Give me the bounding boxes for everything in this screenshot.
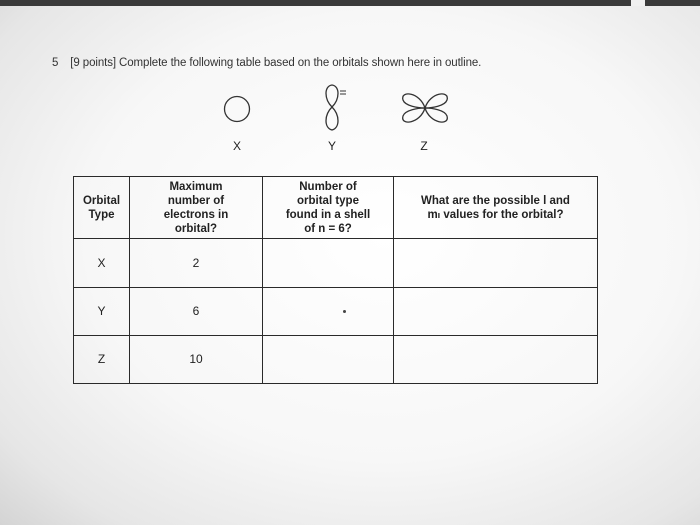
cell-orbital-type: Z	[74, 335, 130, 383]
header-line: Type	[88, 208, 115, 221]
header-line: orbital type	[297, 194, 359, 207]
orbital-diagrams	[0, 0, 700, 170]
orbital-label-y: Y	[327, 139, 337, 153]
cell-orbital-type: X	[74, 239, 130, 287]
cell-quantum-values[interactable]	[394, 239, 598, 287]
header-line: number of	[167, 194, 225, 207]
header-line: What are the possible l and	[421, 194, 570, 207]
question-number: 5	[52, 57, 59, 69]
header-orbital-type	[74, 177, 130, 239]
cell-max-electrons: 2	[130, 239, 263, 287]
cell-quantum-values[interactable]	[394, 287, 598, 335]
orbital-label-x: X	[232, 139, 242, 153]
question-text: [9 points] Complete the following table based on the orbitals shown here in outline.	[70, 57, 482, 69]
table-row	[74, 239, 598, 287]
table-row	[74, 287, 598, 335]
cell-max-electrons: 6	[130, 287, 263, 335]
cell-orbital-count[interactable]	[263, 239, 394, 287]
header-number-in-shell	[263, 177, 394, 239]
table-header-row	[74, 177, 598, 239]
header-line: found in a shell	[285, 208, 371, 221]
header-line: Number of	[299, 180, 357, 193]
header-line: orbital?	[174, 222, 218, 235]
cell-orbital-count[interactable]	[263, 335, 394, 383]
cell-quantum-values[interactable]	[394, 335, 598, 383]
header-line: mₗ values for the orbital?	[427, 208, 564, 221]
header-line: electrons in	[163, 208, 229, 221]
s-orbital-icon	[225, 97, 250, 122]
stray-mark	[343, 310, 346, 313]
p-orbital-icon	[326, 85, 346, 130]
header-line: Orbital	[82, 194, 121, 207]
cell-orbital-type: Y	[74, 287, 130, 335]
orbital-label-z: Z	[420, 139, 428, 153]
header-line: Maximum	[169, 180, 223, 193]
header-max-electrons	[130, 177, 263, 239]
table-row	[74, 335, 598, 383]
header-line: of n = 6?	[304, 222, 352, 235]
cell-max-electrons: 10	[130, 335, 263, 383]
d-orbital-icon	[403, 94, 448, 122]
orbital-table	[73, 176, 598, 384]
header-quantum-values	[394, 177, 598, 239]
cell-orbital-count[interactable]	[263, 287, 394, 335]
